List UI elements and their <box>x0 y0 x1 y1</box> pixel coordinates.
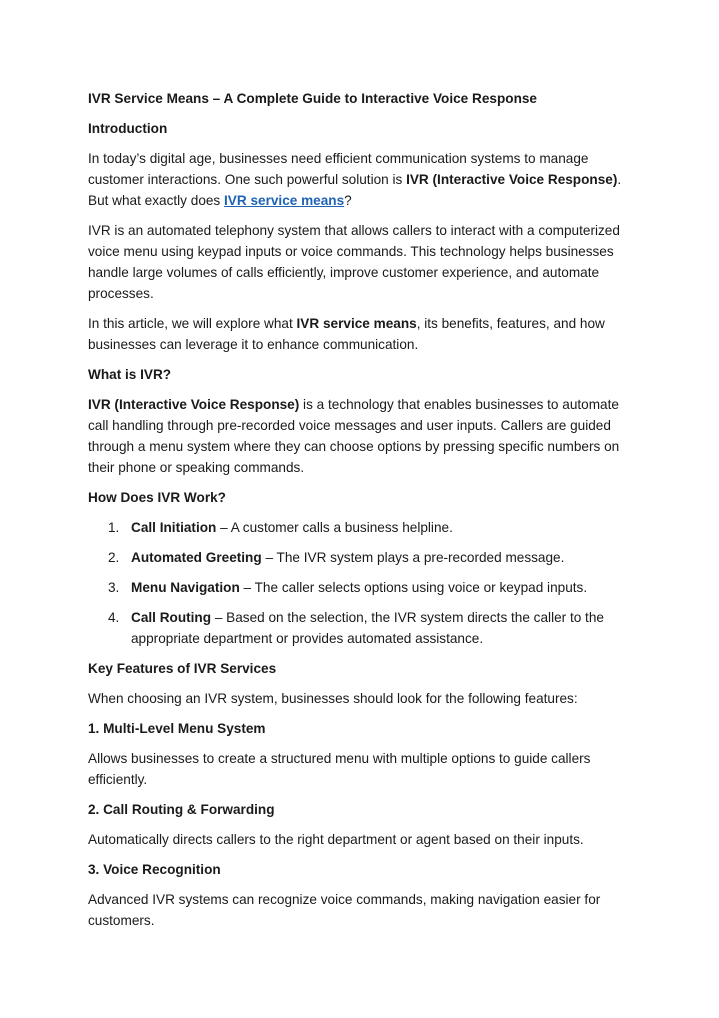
what-is-ivr-text: is a technology that enables businesses to automate call handling through pre-recorded voice messages and user inputs. Callers are guided through a menu system where they can choose options by pressing specific numbers on their phone or speaking commands. <box>88 397 620 475</box>
section-heading-key-features: Key Features of IVR Services <box>88 661 277 676</box>
intro-p1-text-middle: . But what exactly does <box>88 172 622 208</box>
what-is-ivr-bold: IVR (Interactive Voice Response) <box>88 397 300 412</box>
feature-text-multi-level-menu: Allows businesses to create a structured menu with multiple options to guide callers efficiently. <box>88 751 591 787</box>
list-item-number: 1. <box>108 520 120 535</box>
list-item-text: – A customer calls a business helpline. <box>216 520 453 535</box>
list-item-text: – The IVR system plays a pre-recorded message. <box>261 550 565 565</box>
feature-heading-call-routing: 2. Call Routing & Forwarding <box>88 802 275 817</box>
intro-paragraph-3 <box>88 313 635 355</box>
list-item-number: 4. <box>108 610 120 625</box>
list-item-number: 3. <box>108 580 120 595</box>
ivr-steps-list <box>88 517 635 649</box>
list-item <box>88 547 635 568</box>
intro-p3-text-before: In this article, we will explore what <box>88 316 297 331</box>
feature-heading-voice-recognition: 3. Voice Recognition <box>88 862 221 877</box>
ivr-service-means-link[interactable]: IVR service means <box>224 193 345 208</box>
intro-paragraph-1 <box>88 148 635 211</box>
what-is-ivr-paragraph <box>88 394 635 478</box>
list-item <box>88 517 635 538</box>
section-heading-how-does-ivr-work: How Does IVR Work? <box>88 490 226 505</box>
intro-p3-bold: IVR service means <box>296 316 417 331</box>
list-item-bold: Call Initiation <box>131 520 217 535</box>
list-item-bold: Menu Navigation <box>131 580 240 595</box>
section-heading-what-is-ivr: What is IVR? <box>88 367 172 382</box>
intro-p1-bold: IVR (Interactive Voice Response) <box>406 172 618 187</box>
document-title: IVR Service Means – A Complete Guide to Interactive Voice Response <box>88 91 537 106</box>
intro-paragraph-2: IVR is an automated telephony system that allows callers to interact with a computerized voice menu using keypad inputs or voice commands. This technology helps businesses handle large volumes of calls efficiently, improve customer experience, and automate processes. <box>88 223 620 301</box>
feature-heading-multi-level-menu: 1. Multi-Level Menu System <box>88 721 266 736</box>
feature-text-call-routing: Automatically directs callers to the right department or agent based on their inputs. <box>88 832 584 847</box>
list-item <box>88 607 635 649</box>
list-item <box>88 577 635 598</box>
list-item-bold: Automated Greeting <box>131 550 262 565</box>
features-intro-paragraph: When choosing an IVR system, businesses should look for the following features: <box>88 691 578 706</box>
list-item-text: – Based on the selection, the IVR system directs the caller to the appropriate department or provides automated assistance. <box>131 610 604 646</box>
intro-p3-text-after: , its benefits, features, and how businesses can leverage it to enhance communication. <box>88 316 605 352</box>
list-item-bold: Call Routing <box>131 610 212 625</box>
section-heading-introduction: Introduction <box>88 121 168 136</box>
list-item-text: – The caller selects options using voice or keypad inputs. <box>239 580 588 595</box>
intro-p1-text-before: In today’s digital age, businesses need efficient communication systems to manage customer interactions. One such powerful solution is <box>88 151 589 187</box>
list-item-number: 2. <box>108 550 120 565</box>
intro-p1-text-after: ? <box>344 193 352 208</box>
feature-text-voice-recognition: Advanced IVR systems can recognize voice commands, making navigation easier for customers. <box>88 892 601 928</box>
